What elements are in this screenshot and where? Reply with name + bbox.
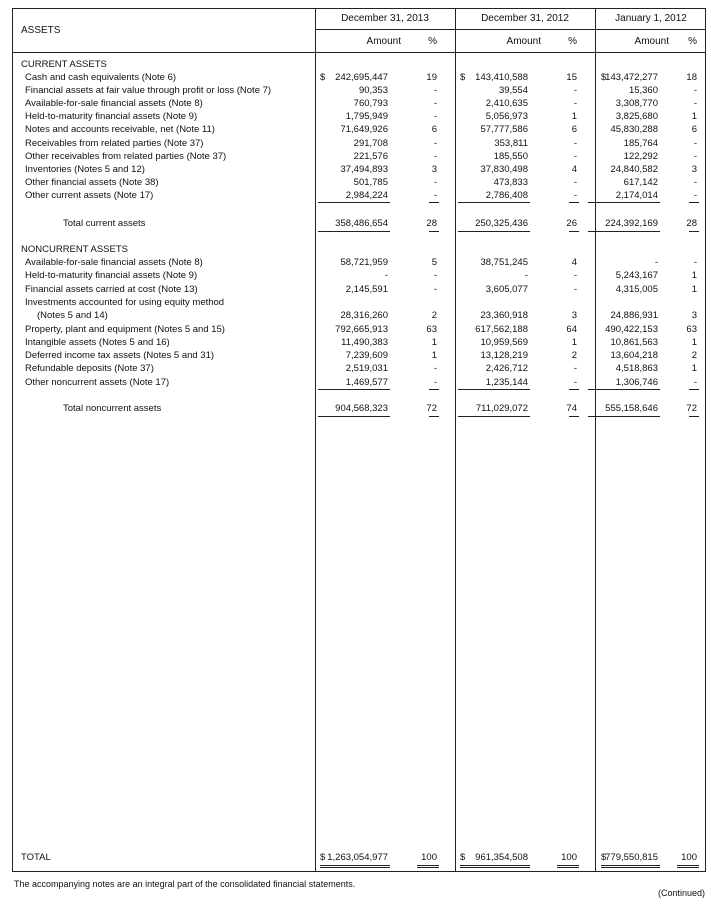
amount-cell: 760,793	[353, 98, 388, 110]
amount-cell: 1,469,577	[345, 376, 388, 388]
percent-cell: 2	[691, 350, 697, 362]
amount-cell: 3,605,077	[485, 283, 528, 295]
percent-cell: -	[433, 137, 437, 149]
grand-total-rule	[460, 867, 530, 868]
percent-cell: 2	[571, 350, 577, 362]
amount-cell: 1,235,144	[485, 376, 528, 388]
row-label: Intangible assets (Notes 5 and 16)	[25, 336, 170, 348]
amount-cell: 291,708	[353, 137, 388, 149]
subtotal-rule	[588, 202, 660, 203]
percent-cell: -	[573, 189, 577, 201]
pct-header: %	[688, 36, 697, 47]
percent-cell: 63	[426, 323, 437, 335]
percent-cell: -	[573, 363, 577, 375]
percent-cell: 15	[566, 72, 577, 83]
amount-cell: 2,984,224	[345, 189, 388, 201]
amount-cell: 2,786,408	[485, 189, 528, 201]
percent-cell: 6	[431, 124, 437, 136]
row-label: Cash and cash equivalents (Note 6)	[25, 72, 177, 83]
amount-header: Amount	[366, 36, 401, 47]
amount-cell: 57,777,586	[480, 124, 528, 136]
row-label: Available-for-sale financial assets (Note 8)	[25, 98, 203, 110]
amount-cell: 2,174,014	[615, 189, 658, 201]
percent-cell: -	[573, 270, 577, 282]
amount-cell: 242,695,447	[335, 72, 388, 83]
percent-cell: 2	[431, 310, 437, 322]
continued-note: (Continued)	[657, 888, 705, 898]
amount-cell: 122,292	[623, 150, 658, 162]
pct-header: %	[428, 36, 437, 47]
row-label: Financial assets carried at cost (Note 13)	[25, 283, 198, 295]
currency-symbol: $	[320, 72, 326, 83]
percent-cell: 1	[691, 111, 697, 123]
subtotal-rule	[569, 202, 579, 203]
percent-cell: -	[693, 137, 697, 149]
percent-cell: -	[433, 150, 437, 162]
currency-symbol: $	[601, 72, 607, 83]
row-label: Notes and accounts receivable, net (Note 11)	[25, 124, 215, 136]
amount-cell: 2,519,031	[345, 363, 388, 375]
percent-cell: -	[573, 376, 577, 388]
amount-cell: 90,353	[358, 85, 388, 97]
grand-total-rule	[601, 867, 660, 868]
amount-cell: 143,472,277	[605, 72, 658, 83]
row-label: Other noncurrent assets (Note 17)	[25, 376, 170, 388]
row-label: Property, plant and equipment (Notes 5 and 15)	[25, 323, 225, 335]
percent-cell: 1	[691, 336, 697, 348]
row-label: Available-for-sale financial assets (Note 8)	[25, 257, 203, 268]
total-label: TOTAL	[21, 852, 51, 863]
percent-cell: -	[573, 176, 577, 188]
assets-heading: ASSETS	[21, 25, 61, 36]
grand-total-rule	[557, 867, 579, 868]
amount-cell: 13,128,219	[480, 350, 528, 362]
amount-cell: 779,550,815	[605, 852, 658, 863]
amount-cell: 143,410,588	[475, 72, 528, 83]
footnote: The accompanying notes are an integral part of the consolidated financial statements.	[14, 879, 356, 889]
amount-cell: 1,306,746	[615, 376, 658, 388]
percent-cell: 26	[566, 218, 577, 229]
row-label: (Notes 5 and 14)	[37, 310, 108, 322]
percent-cell: -	[693, 150, 697, 162]
subtotal-rule	[569, 389, 579, 390]
percent-cell: -	[433, 376, 437, 388]
subtotal-rule	[318, 389, 390, 390]
period-2012: December 31, 2012	[481, 13, 569, 24]
grand-total-rule	[320, 865, 390, 866]
grand-total-rule	[601, 865, 660, 866]
percent-cell: 3	[571, 310, 577, 322]
percent-cell: 3	[691, 310, 697, 322]
percent-cell: -	[573, 283, 577, 295]
percent-cell: 1	[691, 363, 697, 375]
amount-cell: 23,360,918	[480, 310, 528, 322]
amount-cell: 473,833	[493, 176, 528, 188]
section-title-current: CURRENT ASSETS	[21, 59, 107, 70]
percent-cell: 72	[686, 403, 697, 414]
row-label: Financial assets at fair value through profit or loss (Note 7)	[25, 85, 272, 97]
percent-cell: -	[693, 98, 697, 110]
amount-cell: 617,142	[623, 176, 658, 188]
percent-cell: 28	[426, 218, 437, 229]
percent-cell: 4	[571, 257, 577, 268]
amount-cell: 71,649,926	[340, 124, 388, 136]
grand-total-rule	[460, 865, 530, 866]
row-label: Other financial assets (Note 38)	[25, 176, 159, 188]
percent-cell: 5	[431, 257, 437, 268]
amount-cell: 10,959,569	[480, 336, 528, 348]
column-divider	[455, 9, 456, 871]
percent-cell: 1	[571, 111, 577, 123]
grand-total-rule	[417, 865, 439, 866]
percent-cell: 3	[691, 163, 697, 175]
amount-cell: 28,316,260	[340, 310, 388, 322]
grand-total-rule	[677, 867, 699, 868]
row-label: Refundable deposits (Note 37)	[25, 363, 154, 375]
grand-total-rule	[557, 865, 579, 866]
amount-header: Amount	[634, 36, 669, 47]
subtotal-rule	[458, 389, 530, 390]
amount-cell: -	[524, 270, 528, 282]
percent-cell: -	[433, 98, 437, 110]
amount-cell: 13,604,218	[610, 350, 658, 362]
total-rule	[588, 416, 660, 417]
row-label: Inventories (Notes 5 and 12)	[25, 163, 145, 175]
percent-cell: 63	[686, 323, 697, 335]
amount-cell: -	[384, 270, 388, 282]
amount-cell: 24,886,931	[610, 310, 658, 322]
amount-cell: 224,392,169	[605, 218, 658, 229]
currency-symbol: $	[460, 72, 466, 83]
subtotal-rule	[318, 202, 390, 203]
row-label: Held-to-maturity financial assets (Note 9)	[25, 111, 198, 123]
total-rule	[318, 416, 390, 417]
amount-cell: 358,486,654	[335, 218, 388, 229]
period-2013: December 31, 2013	[341, 13, 429, 24]
row-label: Deferred income tax assets (Notes 5 and 31)	[25, 350, 215, 362]
percent-cell: -	[573, 98, 577, 110]
amount-cell: 37,830,498	[480, 163, 528, 175]
header-bottom-rule	[13, 52, 705, 53]
total-rule	[458, 231, 530, 232]
total-rule	[569, 231, 579, 232]
percent-cell: 72	[426, 403, 437, 414]
amount-cell: 961,354,508	[475, 852, 528, 863]
amount-cell: 221,576	[353, 150, 388, 162]
percent-cell: 4	[571, 163, 577, 175]
percent-cell: 1	[571, 336, 577, 348]
amount-cell: 45,830,288	[610, 124, 658, 136]
amount-cell: 5,056,973	[485, 111, 528, 123]
amount-cell: 2,426,712	[485, 363, 528, 375]
amount-cell: 185,764	[623, 137, 658, 149]
balance-sheet-table	[12, 8, 706, 872]
percent-cell: 6	[691, 124, 697, 136]
amount-cell: 3,308,770	[615, 98, 658, 110]
row-label: Investments accounted for using equity method	[25, 296, 225, 308]
percent-cell: 100	[561, 852, 577, 863]
total-rule	[689, 231, 699, 232]
total-rule	[458, 416, 530, 417]
subtotal-rule	[588, 389, 660, 390]
percent-cell: 18	[686, 72, 697, 83]
amount-cell: 11,490,383	[341, 336, 388, 348]
grand-total-rule	[417, 867, 439, 868]
subtotal-rule	[429, 202, 439, 203]
row-label: Other receivables from related parties (Note 37)	[25, 150, 227, 162]
total-rule	[588, 231, 660, 232]
percent-cell: 100	[681, 852, 697, 863]
amount-cell: 7,239,609	[345, 350, 388, 362]
amount-cell: 617,562,188	[475, 323, 528, 335]
amount-cell: 37,494,893	[340, 163, 388, 175]
subtotal-rule	[689, 202, 699, 203]
percent-cell: -	[433, 85, 437, 97]
amount-cell: 555,158,646	[605, 403, 658, 414]
row-label: Receivables from related parties (Note 37)	[25, 137, 204, 149]
total-rule	[429, 416, 439, 417]
amount-cell: 3,825,680	[615, 111, 658, 123]
percent-cell: 1	[431, 350, 437, 362]
amount-cell: 39,554	[498, 85, 528, 97]
period-jan-2012: January 1, 2012	[615, 13, 687, 24]
percent-cell: -	[573, 85, 577, 97]
amount-cell: 490,422,153	[605, 323, 658, 335]
percent-cell: -	[693, 85, 697, 97]
total-rule	[318, 231, 390, 232]
percent-cell: 1	[691, 283, 697, 295]
header-divider	[315, 29, 705, 30]
percent-cell: -	[433, 270, 437, 282]
currency-symbol: $	[601, 852, 607, 863]
amount-cell: 1,795,949	[345, 111, 388, 123]
grand-total-rule	[677, 865, 699, 866]
percent-cell: 64	[566, 323, 577, 335]
pct-header: %	[568, 36, 577, 47]
amount-cell: -	[654, 257, 658, 268]
percent-cell: -	[693, 189, 697, 201]
amount-cell: 250,325,436	[475, 218, 528, 229]
subtotal-rule	[429, 389, 439, 390]
amount-cell: 2,145,591	[345, 283, 388, 295]
percent-cell: 1	[691, 270, 697, 282]
amount-cell: 2,410,635	[485, 98, 528, 110]
percent-cell: -	[693, 376, 697, 388]
percent-cell: 3	[431, 163, 437, 175]
percent-cell: 19	[426, 72, 437, 83]
amount-cell: 10,861,563	[610, 336, 658, 348]
percent-cell: -	[573, 137, 577, 149]
currency-symbol: $	[320, 852, 326, 863]
subtotal-rule	[689, 389, 699, 390]
amount-cell: 185,550	[493, 150, 528, 162]
amount-cell: 1,263,054,977	[327, 852, 388, 863]
grand-total-rule	[320, 867, 390, 868]
amount-cell: 353,811	[494, 137, 528, 149]
amount-cell: 24,840,582	[610, 163, 658, 175]
amount-cell: 4,518,863	[615, 363, 658, 375]
percent-cell: -	[433, 189, 437, 201]
percent-cell: -	[693, 257, 697, 268]
amount-cell: 711,029,072	[475, 403, 528, 414]
amount-cell: 4,315,005	[615, 283, 658, 295]
amount-cell: 38,751,245	[480, 257, 528, 268]
amount-cell: 58,721,959	[340, 257, 388, 268]
amount-cell: 15,360	[628, 85, 658, 97]
amount-cell: 5,243,167	[615, 270, 658, 282]
total-rule	[429, 231, 439, 232]
percent-cell: -	[433, 363, 437, 375]
amount-header: Amount	[506, 36, 541, 47]
percent-cell: 74	[566, 403, 577, 414]
total-rule	[569, 416, 579, 417]
percent-cell: 28	[686, 218, 697, 229]
subtotal-rule	[458, 202, 530, 203]
column-divider	[315, 9, 316, 871]
percent-cell: 6	[571, 124, 577, 136]
column-divider	[595, 9, 596, 871]
percent-cell: -	[693, 176, 697, 188]
percent-cell: -	[433, 111, 437, 123]
total-label: Total noncurrent assets	[63, 403, 162, 414]
amount-cell: 501,785	[353, 176, 388, 188]
percent-cell: -	[433, 283, 437, 295]
percent-cell: -	[573, 150, 577, 162]
row-label: Other current assets (Note 17)	[25, 189, 154, 201]
row-label: Held-to-maturity financial assets (Note 9)	[25, 270, 198, 282]
total-label: Total current assets	[63, 218, 146, 229]
section-title-noncurrent: NONCURRENT ASSETS	[21, 244, 128, 255]
percent-cell: 1	[431, 336, 437, 348]
amount-cell: 792,665,913	[335, 323, 388, 335]
currency-symbol: $	[460, 852, 466, 863]
amount-cell: 904,568,323	[335, 403, 388, 414]
total-rule	[689, 416, 699, 417]
percent-cell: -	[433, 176, 437, 188]
percent-cell: 100	[421, 852, 437, 863]
